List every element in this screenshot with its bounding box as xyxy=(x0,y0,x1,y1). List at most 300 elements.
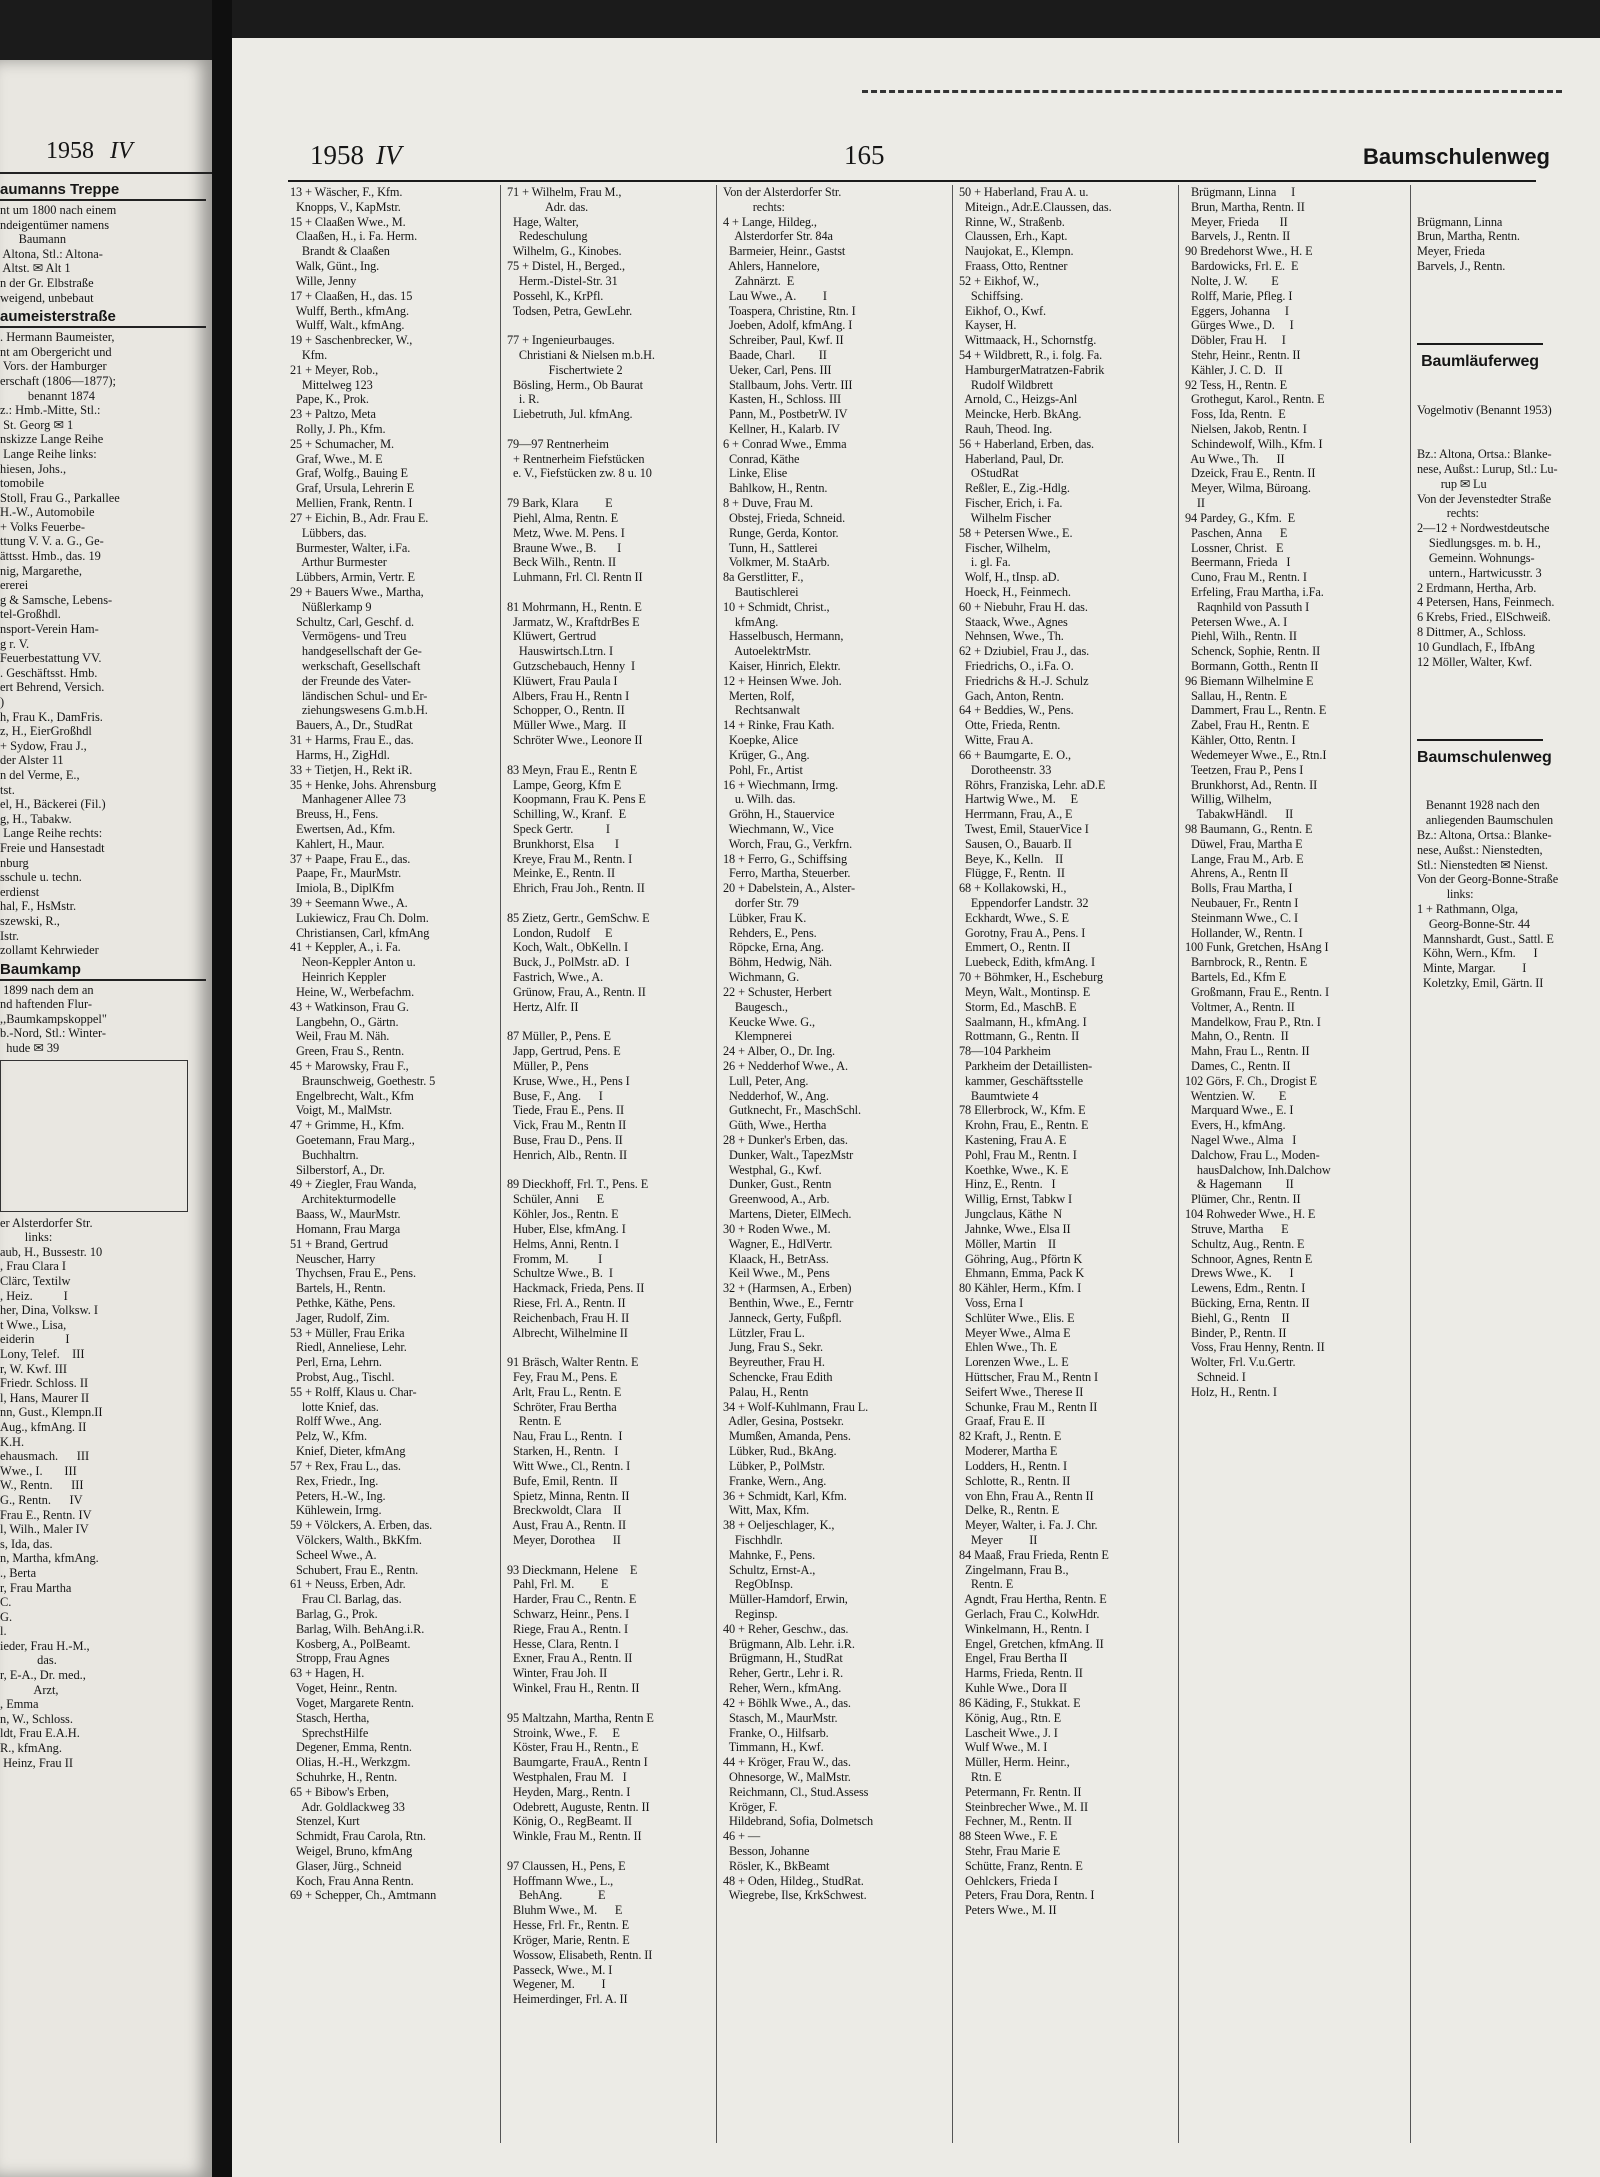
directory-entry: Lübker, Frau K. xyxy=(723,910,807,925)
directory-entry: Brügmann, Alb. Lehr. i.R. xyxy=(723,1636,855,1651)
directory-entry: Stallbaum, Johs. Vertr. III xyxy=(723,377,853,392)
directory-entry: Barvels, J., Rentn. xyxy=(1417,259,1506,274)
directory-entry: Langbehn, O., Gärtn. xyxy=(290,1014,399,1029)
directory-entry: Wulff, Berth., kfmAng. xyxy=(290,303,409,318)
directory-entry: links: xyxy=(0,1230,53,1245)
directory-entry: Willig, Ernst, Tabkw I xyxy=(959,1192,1072,1207)
directory-entry: Fromm, M. I xyxy=(507,1251,603,1266)
directory-entry: Bufe, Emil, Rentn. II xyxy=(507,1473,618,1488)
directory-entry: Gürges Wwe., D. I xyxy=(1185,318,1294,333)
directory-entry: Otte, Frieda, Rentn. xyxy=(959,718,1061,733)
directory-entry: 56 + Haberland, Erben, das. xyxy=(959,436,1095,451)
directory-entry: Istr. xyxy=(0,928,19,943)
directory-entry: Eggers, Johanna I xyxy=(1185,303,1289,318)
directory-entry: 41 + Keppler, A., i. Fa. xyxy=(290,940,401,955)
directory-entry: Reher, Gertr., Lehr i. R. xyxy=(723,1666,844,1681)
directory-entry: 80 Kähler, Herm., Kfm. I xyxy=(959,1281,1082,1296)
directory-entry: Kähler, J. C. D. II xyxy=(1185,362,1283,377)
directory-entry: Albers, Frau H., Rentn I xyxy=(507,688,630,703)
directory-entry: von Ehn, Frau A., Rentn II xyxy=(959,1488,1094,1503)
directory-entry: Christiansen, Carl, kfmAng xyxy=(290,925,430,940)
directory-entry: London, Rudolf E xyxy=(507,925,613,940)
directory-entry: Hesse, Frl. Fr., Rentn. E xyxy=(507,1918,629,1933)
directory-entry: 78 Ellerbrock, W., Kfm. E xyxy=(959,1103,1086,1118)
directory-entry: 8 + Duve, Frau M. xyxy=(723,496,813,511)
directory-entry: Dalchow, Frau L., Moden- xyxy=(1185,1147,1320,1162)
directory-entry: Huber, Else, kfmAng. I xyxy=(507,1221,626,1236)
directory-entry: Petersen Wwe., A. I xyxy=(1185,614,1288,629)
directory-entry: hiesen, Johs., xyxy=(0,461,67,476)
directory-entry: 1899 nach dem an xyxy=(0,982,94,997)
directory-entry: 89 Dieckhoff, Frl. T., Pens. E xyxy=(507,1177,649,1192)
directory-entry: el, H., Bäckerei (Fil.) xyxy=(0,797,106,812)
section-line: Köhn, Wern., Kfm. I xyxy=(1417,946,1538,961)
directory-entry: Wwe., I. III xyxy=(0,1463,77,1478)
directory-entry: 26 + Nedderhof Wwe., A. xyxy=(723,1058,848,1073)
directory-entry: 59 + Völckers, A. Erben, das. xyxy=(290,1518,433,1533)
directory-entry: Mittelweg 123 xyxy=(290,377,373,392)
directory-entry: 69 + Schepper, Ch., Amtmann xyxy=(290,1888,437,1903)
directory-entry: Völckers, Walth., BkKfm. xyxy=(290,1532,422,1547)
directory-entry: Grünow, Frau, A., Rentn. II xyxy=(507,984,646,999)
directory-entry: Engel, Gretchen, kfmAng. II xyxy=(959,1636,1104,1651)
directory-entry: Eckhardt, Wwe., S. E xyxy=(959,910,1069,925)
directory-entry: Rolly, J. Ph., Kfm. xyxy=(290,422,386,436)
directory-entry: . Hermann Baumeister, xyxy=(0,330,115,345)
directory-entry: Claaßen, H., i. Fa. Herm. xyxy=(290,229,418,244)
directory-entry: Bardowicks, Frl. E. E xyxy=(1185,259,1299,274)
directory-entry: ldt, Frau E.A.H. xyxy=(0,1726,80,1741)
directory-entry: e. V., Fiefstücken zw. 8 u. 10 xyxy=(507,466,652,481)
directory-entry: 85 Zietz, Gertr., GemSchw. E xyxy=(507,910,650,925)
directory-column-5 xyxy=(1178,185,1415,2143)
directory-entry: Steinbrecher Wwe., M. II xyxy=(959,1799,1088,1814)
directory-entry: Ohnesorge, W., MalMstr. xyxy=(723,1769,851,1784)
directory-entry: Pape, K., Prok. xyxy=(290,392,369,407)
directory-entry: 39 + Seemann Wwe., A. xyxy=(290,896,408,910)
directory-entry: Probst, Aug., Tischl. xyxy=(290,1370,395,1384)
directory-entry: 4 + Lange, Hildeg., xyxy=(723,214,817,229)
directory-entry: 52 + Eikhof, W., xyxy=(959,273,1039,288)
directory-entry: Vors. der Hamburger xyxy=(0,359,107,374)
directory-entry: Beye, K., Kelln. II xyxy=(959,851,1064,866)
directory-entry: 47 + Grimme, H., Kfm. xyxy=(290,1118,405,1133)
directory-entry: 75 + Distel, H., Berged., xyxy=(507,259,625,274)
directory-entry: her, Dina, Volksw. I xyxy=(0,1303,99,1318)
directory-entry: Vick, Frau M., Rentn II xyxy=(507,1118,627,1133)
directory-entry: 6 + Conrad Wwe., Emma xyxy=(723,436,847,451)
directory-entry: 10 + Schmidt, Christ., xyxy=(723,599,830,614)
directory-entry: Luebeck, Edith, kfmAng. I xyxy=(959,955,1095,970)
directory-entry: aub, H., Bussestr. 10 xyxy=(0,1244,103,1259)
directory-entry: Stoll, Frau G., Parkallee xyxy=(0,490,120,505)
directory-entry: Gutknecht, Fr., MaschSchl. xyxy=(723,1103,861,1118)
street-heading: Baumkamp xyxy=(0,960,206,981)
directory-entry: Von der Alsterdorfer Str. xyxy=(723,185,842,199)
directory-entry: Neon-Keppler Anton u. xyxy=(290,955,416,970)
directory-entry xyxy=(507,1696,716,1711)
directory-entry: Fischer, Wilhelm, xyxy=(959,540,1051,555)
directory-entry: Eikhof, O., Kwf. xyxy=(959,303,1046,318)
directory-entry: Naujokat, E., Klempn. xyxy=(959,244,1074,259)
directory-entry: Lübbers, das. xyxy=(290,525,367,540)
section-line: rechts: xyxy=(1417,506,1479,521)
directory-entry: OStudRat xyxy=(959,466,1019,481)
directory-entry: 20 + Dabelstein, A., Alster- xyxy=(723,881,855,896)
directory-entry: hal, F., HsMstr. xyxy=(0,899,77,914)
directory-column-3 xyxy=(716,185,956,2143)
directory-entry: Schubert, Frau E., Rentn. xyxy=(290,1562,419,1577)
directory-entry: Aust, Frau A., Rentn. II xyxy=(507,1518,626,1533)
directory-entry: g, H., Tabakw. xyxy=(0,811,72,826)
directory-entry: Wittmaack, H., Schornstfg. xyxy=(959,333,1097,348)
directory-entry: Fey, Frau M., Pens. E xyxy=(507,1370,618,1384)
directory-entry: Staack, Wwe., Agnes xyxy=(959,614,1068,629)
directory-entry: Gach, Anton, Rentn. xyxy=(959,688,1064,703)
directory-entry: Paape, Fr., MaurMstr. xyxy=(290,866,402,881)
directory-entry: 97 Claussen, H., Pens, E xyxy=(507,1858,626,1873)
directory-entry: Koch, Frau Anna Rentn. xyxy=(290,1873,414,1888)
directory-entry: Wolter, Frl. V.u.Gertr. xyxy=(1185,1355,1296,1370)
directory-entry: Stehr, Heinr., Rentn. II xyxy=(1185,347,1301,362)
directory-entry: z.: Hmb.-Mitte, Stl.: xyxy=(0,403,101,418)
directory-entry: Wagner, E., HdlVertr. xyxy=(723,1236,833,1251)
directory-entry: 32 + (Harmsen, A., Erben) xyxy=(723,1281,852,1296)
directory-entry: Schwarz, Heinr., Pens. I xyxy=(507,1607,630,1621)
directory-entry: Dzeick, Frau E., Rentn. II xyxy=(1185,466,1316,481)
directory-entry: Graaf, Frau E. II xyxy=(959,1414,1045,1429)
directory-entry: H.-W., Automobile xyxy=(0,505,95,520)
directory-entry: Volkmer, M. StaArb. xyxy=(723,555,830,570)
directory-entry: Stenzel, Kurt xyxy=(290,1814,360,1829)
directory-columns xyxy=(288,185,1559,2145)
directory-entry: 100 Funk, Gretchen, HsAng I xyxy=(1185,940,1329,955)
directory-entry xyxy=(507,318,716,333)
directory-entry: Stasch, M., MaurMstr. xyxy=(723,1710,838,1725)
directory-entry: Peters, H.-W., Ing. xyxy=(290,1488,386,1503)
directory-entry: Adler, Gesina, Postsekr. xyxy=(723,1414,844,1429)
directory-entry: Braune Wwe., B. I xyxy=(507,540,622,555)
directory-entry: Koepke, Alice xyxy=(723,733,798,748)
section-line: Von der Jevenstedter Straße xyxy=(1417,491,1552,506)
directory-entry: Piehl, Wilh., Rentn. II xyxy=(1185,629,1297,644)
directory-entry: ererei xyxy=(0,578,29,593)
directory-entry: + Volks Feuerbe- xyxy=(0,519,85,534)
directory-entry: Palau, H., Rentn xyxy=(723,1384,809,1399)
directory-entry: Herrmann, Frau, A., E xyxy=(959,807,1073,822)
directory-entry: 33 + Tietjen, H., Rekt iR. xyxy=(290,762,413,777)
directory-entry: 87 Müller, P., Pens. E xyxy=(507,1029,611,1044)
directory-entry: Emmert, O., Rentn. II xyxy=(959,940,1071,955)
directory-entry: Kreye, Frau M., Rentn. I xyxy=(507,851,633,866)
directory-entry: Frau Cl. Barlag, das. xyxy=(290,1592,402,1607)
directory-entry: ttung V. V. a. G., Ge- xyxy=(0,534,104,549)
directory-entry: Klaack, H., BetrAss. xyxy=(723,1251,829,1266)
directory-entry: nsport-Verein Ham- xyxy=(0,622,99,637)
directory-entry: Schnoor, Agnes, Rentn E xyxy=(1185,1251,1313,1266)
directory-entry: nt um 1800 nach einem xyxy=(0,203,117,217)
street-sketch-map xyxy=(0,1060,188,1212)
directory-entry: Ueker, Carl, Pens. III xyxy=(723,362,832,377)
directory-entry: Delke, R., Rentn. E xyxy=(959,1503,1060,1518)
directory-entry: Köhler, Jos., Rentn. E xyxy=(507,1207,619,1222)
directory-entry: Keil Wwe., M., Pens xyxy=(723,1266,830,1281)
directory-entry: 96 Biemann Wilhelmine E xyxy=(1185,673,1314,688)
directory-entry: n del Verme, E., xyxy=(0,767,80,782)
directory-entry: Freie und Hansestadt xyxy=(0,840,105,855)
directory-entry: Kaiser, Hinrich, Elektr. xyxy=(723,659,841,673)
directory-entry: Gorotny, Frau A., Pens. I xyxy=(959,925,1086,940)
directory-entry: Claussen, Erh., Kapt. xyxy=(959,229,1068,244)
directory-entry xyxy=(507,1340,716,1355)
directory-entry: Heinrich Keppler xyxy=(290,970,386,985)
directory-column-4 xyxy=(952,185,1185,2143)
directory-entry: Benthin, Wwe., E., Ferntr xyxy=(723,1295,854,1310)
directory-entry: Wilhelm Fischer xyxy=(959,510,1051,525)
directory-entry: Meyer, Dorothea II xyxy=(507,1532,621,1547)
section-line: links: xyxy=(1417,887,1474,902)
directory-entry: Klempnerei xyxy=(723,1029,792,1044)
directory-entry: Barlag, Wilh. BehAng.i.R. xyxy=(290,1621,425,1636)
directory-entry: Schultz, Aug., Rentn. E xyxy=(1185,1236,1305,1251)
directory-entry: Mandelkow, Frau P., Rtn. I xyxy=(1185,1014,1321,1029)
directory-entry: Zingelmann, Frau B., xyxy=(959,1562,1069,1577)
directory-entry: Marquard Wwe., E. I xyxy=(1185,1103,1294,1118)
page-number: 165 xyxy=(844,140,885,170)
directory-entry: 30 + Roden Wwe., M. xyxy=(723,1221,831,1236)
directory-entry: Graf, Ursula, Lehrerin E xyxy=(290,481,415,496)
directory-entry: Saalmann, H., kfmAng. I xyxy=(959,1014,1087,1029)
directory-entry: Graf, Wolfg., Bauing E xyxy=(290,466,408,481)
directory-entry: Stasch, Hertha, xyxy=(290,1710,370,1725)
directory-entry: Nolte, J. W. E xyxy=(1185,273,1279,288)
directory-entry: Eppendorfer Landstr. 32 xyxy=(959,896,1089,910)
directory-entry: Henrich, Alb., Rentn. II xyxy=(507,1147,628,1162)
directory-entry: Seifert Wwe., Therese II xyxy=(959,1384,1084,1399)
directory-entry: Müller Wwe., Marg. II xyxy=(507,718,627,733)
directory-entry: Breckwoldt, Clara II xyxy=(507,1503,622,1518)
directory-entry: Parkheim der Detaillisten- xyxy=(959,1058,1093,1073)
directory-entry: Hildebrand, Sofia, Dolmetsch xyxy=(723,1814,873,1829)
directory-entry: b.-Nord, Stl.: Winter- xyxy=(0,1026,107,1041)
directory-entry: G., Rentn. IV xyxy=(0,1492,83,1507)
directory-entry: Baade, Charl. II xyxy=(723,347,827,362)
directory-entry: 55 + Rolff, Klaus u. Char- xyxy=(290,1384,417,1399)
directory-entry: Martens, Dieter, ElMech. xyxy=(723,1207,852,1222)
section-line: untern., Hartwicusstr. 3 xyxy=(1417,565,1542,580)
directory-entry: szewski, R., xyxy=(0,913,60,928)
directory-entry: Lewens, Edm., Rentn. I xyxy=(1185,1281,1306,1296)
directory-entry: Gerlach, Frau C., KolwHdr. xyxy=(959,1607,1100,1621)
directory-entry: Kosberg, A., PolBeamt. xyxy=(290,1636,411,1651)
directory-entry: Flügge, F., Rentn. II xyxy=(959,866,1065,881)
directory-entry: Altona, Stl.: Altona- xyxy=(0,246,103,261)
directory-entry: Kfm. xyxy=(290,347,328,362)
directory-entry: kfmAng. xyxy=(723,614,779,629)
directory-entry: W., Rentn. III xyxy=(0,1478,84,1493)
directory-entry: eiderin I xyxy=(0,1332,70,1347)
directory-entry: Brun, Martha, Rentn. xyxy=(1417,229,1520,244)
directory-entry: Lau Wwe., A. I xyxy=(723,288,827,303)
directory-entry: Reher, Wern., kfmAng. xyxy=(723,1681,842,1696)
directory-entry: n der Gr. Elbstraße xyxy=(0,275,94,290)
directory-entry: AutoelektrMstr. xyxy=(723,644,811,659)
directory-entry: Barnbrock, R., Rentn. E xyxy=(1185,955,1308,970)
directory-entry: Ehlen Wwe., Th. E xyxy=(959,1340,1058,1355)
directory-entry: Green, Frau S., Rentn. xyxy=(290,1044,405,1059)
directory-entry: Rehders, E., Pens. xyxy=(723,925,817,940)
directory-entry: 28 + Dunker's Erben, das. xyxy=(723,1133,848,1147)
directory-entry: Rösler, K., BkBeamt xyxy=(723,1858,830,1873)
section-line: 6 Krebs, Fried., ElSchweiß. xyxy=(1417,610,1551,625)
directory-entry: Wolf, H., tInsp. aD. xyxy=(959,570,1060,585)
directory-entry: 70 + Böhmker, H., Escheburg xyxy=(959,970,1103,985)
directory-entry: Graf, Wwe., M. E xyxy=(290,451,383,466)
directory-entry: 98 Baumann, G., Rentn. E xyxy=(1185,821,1313,836)
directory-entry: Alsterdorfer Str. 84a xyxy=(723,229,833,244)
directory-entry: Beck Wilh., Rentn. II xyxy=(507,555,616,570)
directory-entry: erdienst xyxy=(0,884,40,899)
directory-entry: Thychsen, Frau E., Pens. xyxy=(290,1266,416,1281)
directory-entry: Bartels, Ed., Kfm E xyxy=(1185,970,1287,985)
directory-entry: Jarmatz, W., KraftdrBes E xyxy=(507,614,640,629)
directory-entry: Engelbrecht, Walt., Kfm xyxy=(290,1088,414,1103)
directory-entry: Erfeling, Frau Martha, i.Fa. xyxy=(1185,584,1324,599)
directory-entry: Heine, W., Werbefachm. xyxy=(290,984,415,999)
directory-entry: 51 + Brand, Gertrud xyxy=(290,1236,388,1251)
directory-entry: Jahnke, Wwe., Elsa II xyxy=(959,1221,1071,1236)
directory-entry: Dames, C., Rentn. II xyxy=(1185,1058,1291,1073)
directory-entry: 95 Maltzahn, Martha, Rentn E xyxy=(507,1710,654,1725)
directory-entry: Baumann xyxy=(0,232,67,247)
directory-entry: König, O., RegBeamt. II xyxy=(507,1814,632,1829)
top-dash-rule xyxy=(862,90,1562,93)
directory-entry: Feuerbestattung VV. xyxy=(0,651,102,666)
directory-entry: Miteign., Adr.E.Claussen, das. xyxy=(959,199,1112,214)
directory-entry: Lodders, H., Rentn. I xyxy=(959,1458,1068,1473)
directory-entry: 44 + Kröger, Frau W., das. xyxy=(723,1755,851,1770)
directory-entry: Fraass, Otto, Rentner xyxy=(959,259,1068,274)
running-street-title: Baumschulenweg xyxy=(1362,144,1550,169)
directory-entry: Wilhelm, G., Kinobes. xyxy=(507,244,622,259)
directory-entry: R., kfmAng. xyxy=(0,1741,62,1756)
section-line: Minte, Margar. I xyxy=(1417,961,1527,976)
directory-entry: Stropp, Frau Agnes xyxy=(290,1651,390,1666)
directory-entry: Buse, Frau D., Pens. II xyxy=(507,1133,623,1147)
directory-entry: Rex, Friedr., Ing. xyxy=(290,1473,379,1488)
directory-entry xyxy=(507,1548,716,1563)
directory-entry: Möller, Martin II xyxy=(959,1236,1057,1251)
directory-entry: Fechner, M., Rentn. II xyxy=(959,1814,1072,1829)
directory-entry: Bormann, Gotth., Rentn II xyxy=(1185,659,1319,673)
directory-entry: Japp, Gertrud, Pens. E xyxy=(507,1044,621,1059)
directory-entry: Koopmann, Frau K. Pens E xyxy=(507,792,646,807)
directory-entry: i. gl. Fa. xyxy=(959,555,1011,570)
directory-entry: Knief, Dieter, kfmAng xyxy=(290,1444,406,1459)
directory-entry: Dunker, Gust., Rentn xyxy=(723,1177,832,1192)
directory-entry: Herm.-Distel-Str. 31 xyxy=(507,273,618,288)
directory-entry: Kröger, F. xyxy=(723,1799,778,1814)
directory-entry: Glaser, Jürg., Schneid xyxy=(290,1858,402,1873)
directory-entry: Adr. das. xyxy=(507,199,589,214)
directory-entry xyxy=(507,896,716,911)
directory-entry: , Frau Clara I xyxy=(0,1259,67,1274)
directory-entry: Nehnsen, Wwe., Th. xyxy=(959,629,1064,644)
directory-entry: Harms, H., ZigHdl. xyxy=(290,747,390,762)
directory-entry: Raqnhild von Passuth I xyxy=(1185,599,1310,614)
directory-entry: Besson, Johanne xyxy=(723,1844,810,1858)
directory-entry: Mellien, Frank, Rentn. I xyxy=(290,496,413,511)
directory-entry: , Emma xyxy=(0,1697,39,1712)
directory-entry: Schütte, Franz, Rentn. E xyxy=(959,1858,1083,1873)
directory-entry: 27 + Eichin, B., Adr. Frau E. xyxy=(290,510,429,525)
directory-entry: Haberland, Paul, Dr. xyxy=(959,451,1064,466)
directory-entry: , Heiz. I xyxy=(0,1288,68,1303)
directory-entry: Mahnke, F., Pens. xyxy=(723,1547,816,1562)
directory-entry: TabakwHändl. II xyxy=(1185,807,1294,822)
directory-entry: Beyreuther, Frau H. xyxy=(723,1355,825,1370)
directory-entry: r, E-A., Dr. med., xyxy=(0,1668,86,1683)
directory-entry: 62 + Dziubiel, Frau J., das. xyxy=(959,644,1090,659)
divider xyxy=(0,172,212,174)
directory-entry: Linke, Elise xyxy=(723,466,788,481)
directory-entry: Rottmann, G., Rentn. II xyxy=(959,1029,1080,1044)
directory-entry: Redeschulung xyxy=(507,229,588,244)
street-heading: aumanns Treppe xyxy=(0,180,206,201)
directory-entry: Hartwig Wwe., M. E xyxy=(959,792,1078,807)
directory-entry: Lange, Frau M., Arb. E xyxy=(1185,851,1304,866)
directory-entry: Braunschweig, Goethestr. 5 xyxy=(290,1073,436,1088)
directory-entry: Possehl, K., KrPfl. xyxy=(507,288,604,303)
directory-entry: Starken, H., Rentn. I xyxy=(507,1444,619,1459)
directory-entry: Arthur Burmester xyxy=(290,555,387,570)
directory-entry: 49 + Ziegler, Frau Wanda, xyxy=(290,1177,417,1192)
directory-entry: Jung, Frau S., Sekr. xyxy=(723,1340,823,1355)
directory-entry: Schopper, O., Rentn. II xyxy=(507,703,625,718)
directory-entry: 38 + Oeljeschlager, K., xyxy=(723,1518,835,1533)
directory-entry: Foss, Ida, Rentn. E xyxy=(1185,407,1286,422)
directory-entry: 31 + Harms, Frau E., das. xyxy=(290,733,414,748)
directory-entry: erschaft (1806—1877); xyxy=(0,373,116,388)
directory-entry: 13 + Wäscher, F., Kfm. xyxy=(290,185,403,199)
directory-entry: König, Aug., Rtn. E xyxy=(959,1710,1062,1725)
directory-entry: Güth, Wwe., Hertha xyxy=(723,1118,827,1133)
directory-entry: Breuss, H., Fens. xyxy=(290,807,379,822)
directory-entry: Koch, Walt., ObKelln. I xyxy=(507,940,628,955)
directory-entry: Arlt, Frau L., Rentn. E xyxy=(507,1384,622,1399)
directory-entry: Barvels, J., Rentn. II xyxy=(1185,229,1291,244)
directory-entry: 54 + Wildbrett, R., i. folg. Fa. xyxy=(959,347,1103,362)
directory-entry: BehAng. E xyxy=(507,1888,606,1903)
directory-entry: Binder, P., Rentn. II xyxy=(1185,1325,1287,1340)
directory-entry: Schultz, Carl, Geschf. d. xyxy=(290,614,414,629)
directory-entry: Lübbers, Armin, Vertr. E xyxy=(290,570,415,585)
directory-entry: HamburgerMatratzen-Fabrik xyxy=(959,362,1105,377)
directory-entry: Zabel, Frau H., Rentn. E xyxy=(1185,718,1310,733)
directory-entry: Klüwert, Gertrud xyxy=(507,629,597,644)
directory-entry: n, Martha, kfmAng. xyxy=(0,1551,99,1566)
directory-entry: Voget, Heinr., Rentn. xyxy=(290,1681,398,1696)
directory-entry: Westphal, G., Kwf. xyxy=(723,1162,822,1177)
directory-entry: Lascheit Wwe., J. I xyxy=(959,1725,1058,1740)
directory-entry: 46 + — xyxy=(723,1829,761,1844)
directory-entry: Arnold, C., Heizgs-Anl xyxy=(959,392,1078,407)
directory-entry: Buck, J., PolMstr. aD. I xyxy=(507,955,630,970)
directory-entry: Wiechmann, W., Vice xyxy=(723,821,834,836)
directory-entry: 61 + Neuss, Erben, Adr. xyxy=(290,1577,406,1592)
directory-entry: Rinne, W., Straßenb. xyxy=(959,214,1065,229)
directory-entry: Bartels, H., Rentn. xyxy=(290,1281,386,1296)
